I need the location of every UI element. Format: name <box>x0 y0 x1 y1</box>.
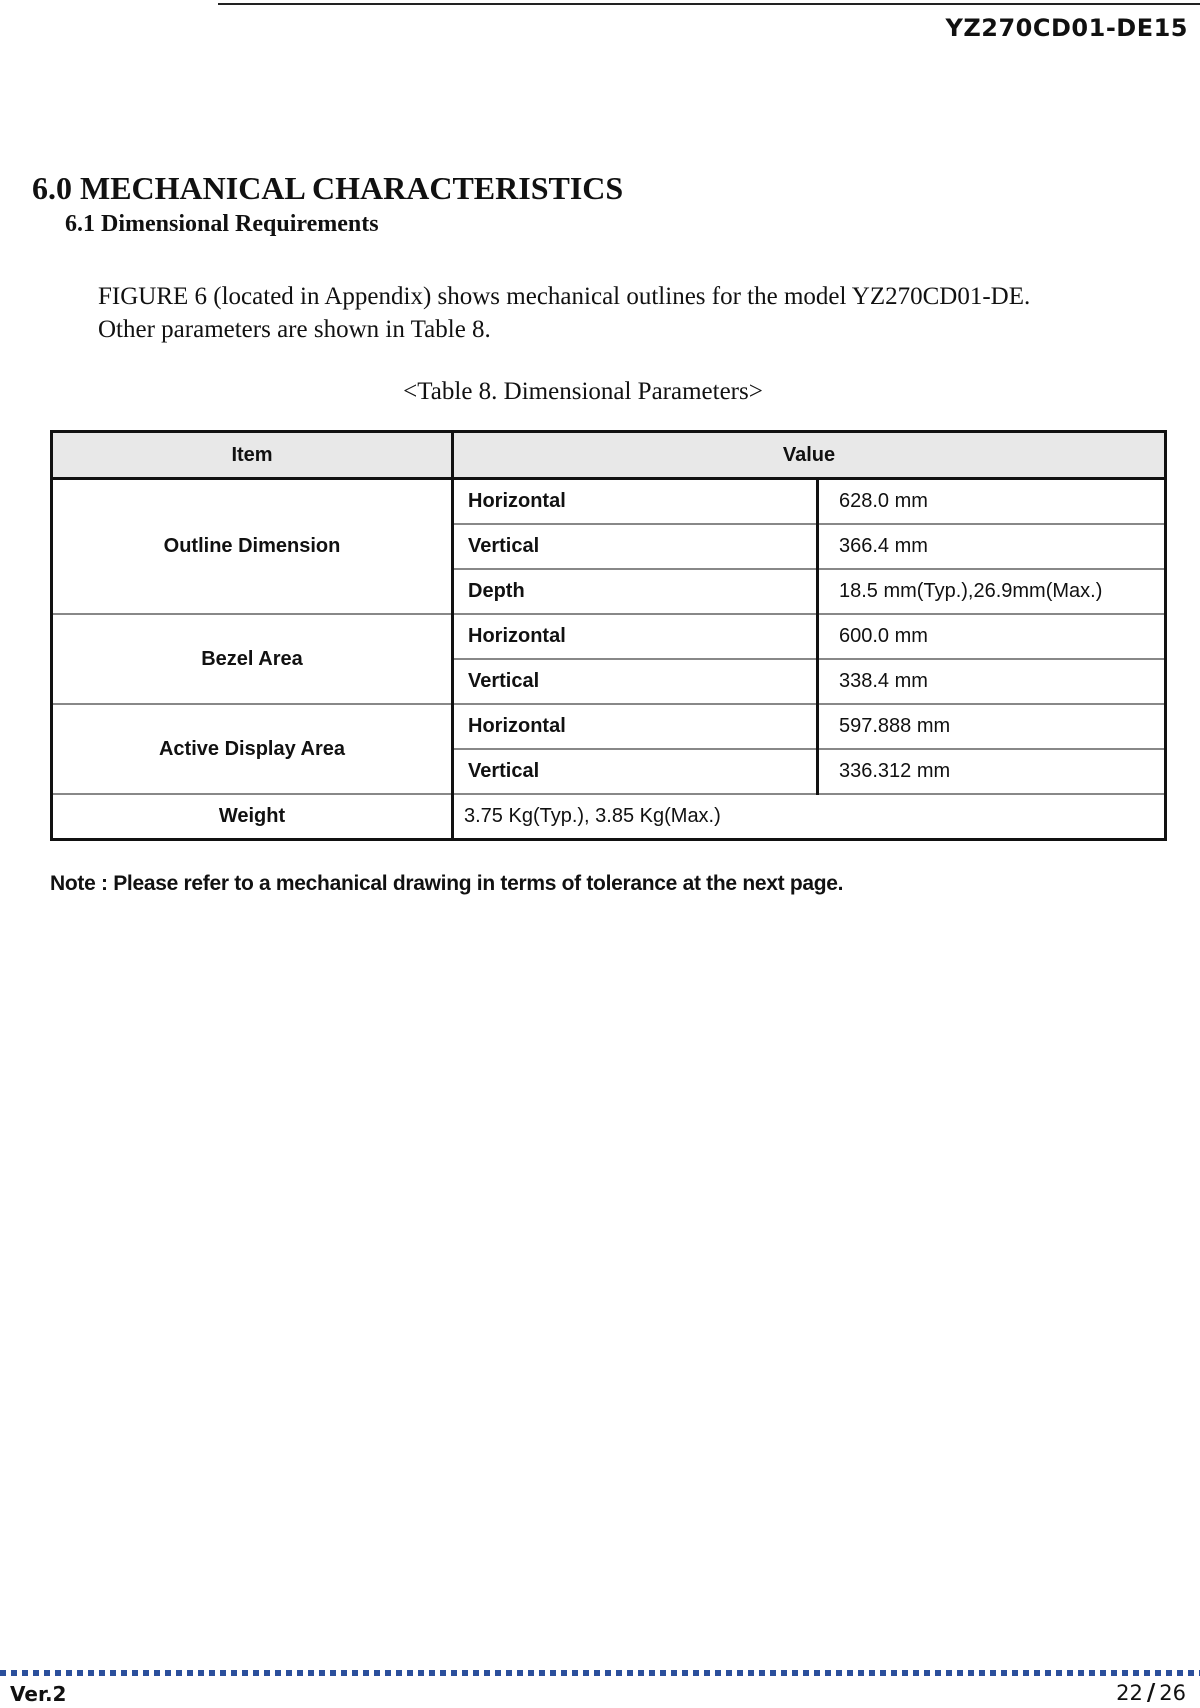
value-cell: 597.888 mm <box>818 704 1166 749</box>
value-cell: 18.5 mm(Typ.),26.9mm(Max.) <box>818 569 1166 614</box>
table-header-row <box>52 432 1166 479</box>
dimensional-parameters-table <box>50 430 1167 841</box>
value-cell: 628.0 mm <box>818 479 1166 525</box>
intro-line-1: FIGURE 6 (located in Appendix) shows mechanical outlines for the model YZ270CD01-DE. <box>98 283 1031 310</box>
value-cell: 336.312 mm <box>818 749 1166 794</box>
value-cell: 338.4 mm <box>818 659 1166 704</box>
footer-dotted-rule <box>0 1670 1200 1676</box>
column-header-item: Item <box>52 432 453 479</box>
item-outline-dimension: Outline Dimension <box>52 479 453 615</box>
table-row <box>52 479 1166 525</box>
weight-value: 3.75 Kg(Typ.), 3.85 Kg(Max.) <box>453 794 1166 840</box>
sub-label: Horizontal <box>453 479 818 525</box>
sub-label: Depth <box>453 569 818 614</box>
table-note: Note : Please refer to a mechanical drawing in terms of tolerance at the next page. <box>50 872 844 895</box>
page-separator: / <box>1146 1680 1156 1706</box>
intro-line-2: Other parameters are shown in Table 8. <box>98 316 491 343</box>
section-title: 6.0 MECHANICAL CHARACTERISTICS <box>32 170 624 206</box>
column-header-value: Value <box>453 432 1166 479</box>
value-cell: 600.0 mm <box>818 614 1166 659</box>
sub-label: Vertical <box>453 749 818 794</box>
total-pages: 26 <box>1159 1681 1186 1705</box>
page-number <box>1116 1680 1186 1706</box>
table-caption: <Table 8. Dimensional Parameters> <box>403 378 763 405</box>
current-page: 22 <box>1116 1681 1143 1705</box>
version-label: Ver.2 <box>10 1682 67 1706</box>
sub-label: Vertical <box>453 524 818 569</box>
intro-paragraph <box>98 280 1030 346</box>
table-row <box>52 614 1166 659</box>
item-active-display-area: Active Display Area <box>52 704 453 794</box>
value-cell: 366.4 mm <box>818 524 1166 569</box>
sub-label: Vertical <box>453 659 818 704</box>
header-rule <box>218 3 1200 5</box>
document-id: YZ270CD01-DE15 <box>945 14 1188 42</box>
sub-label: Horizontal <box>453 704 818 749</box>
item-weight: Weight <box>52 794 453 840</box>
sub-label: Horizontal <box>453 614 818 659</box>
item-bezel-area: Bezel Area <box>52 614 453 704</box>
table-row <box>52 704 1166 749</box>
table-row <box>52 794 1166 840</box>
subsection-title: 6.1 Dimensional Requirements <box>65 211 379 237</box>
